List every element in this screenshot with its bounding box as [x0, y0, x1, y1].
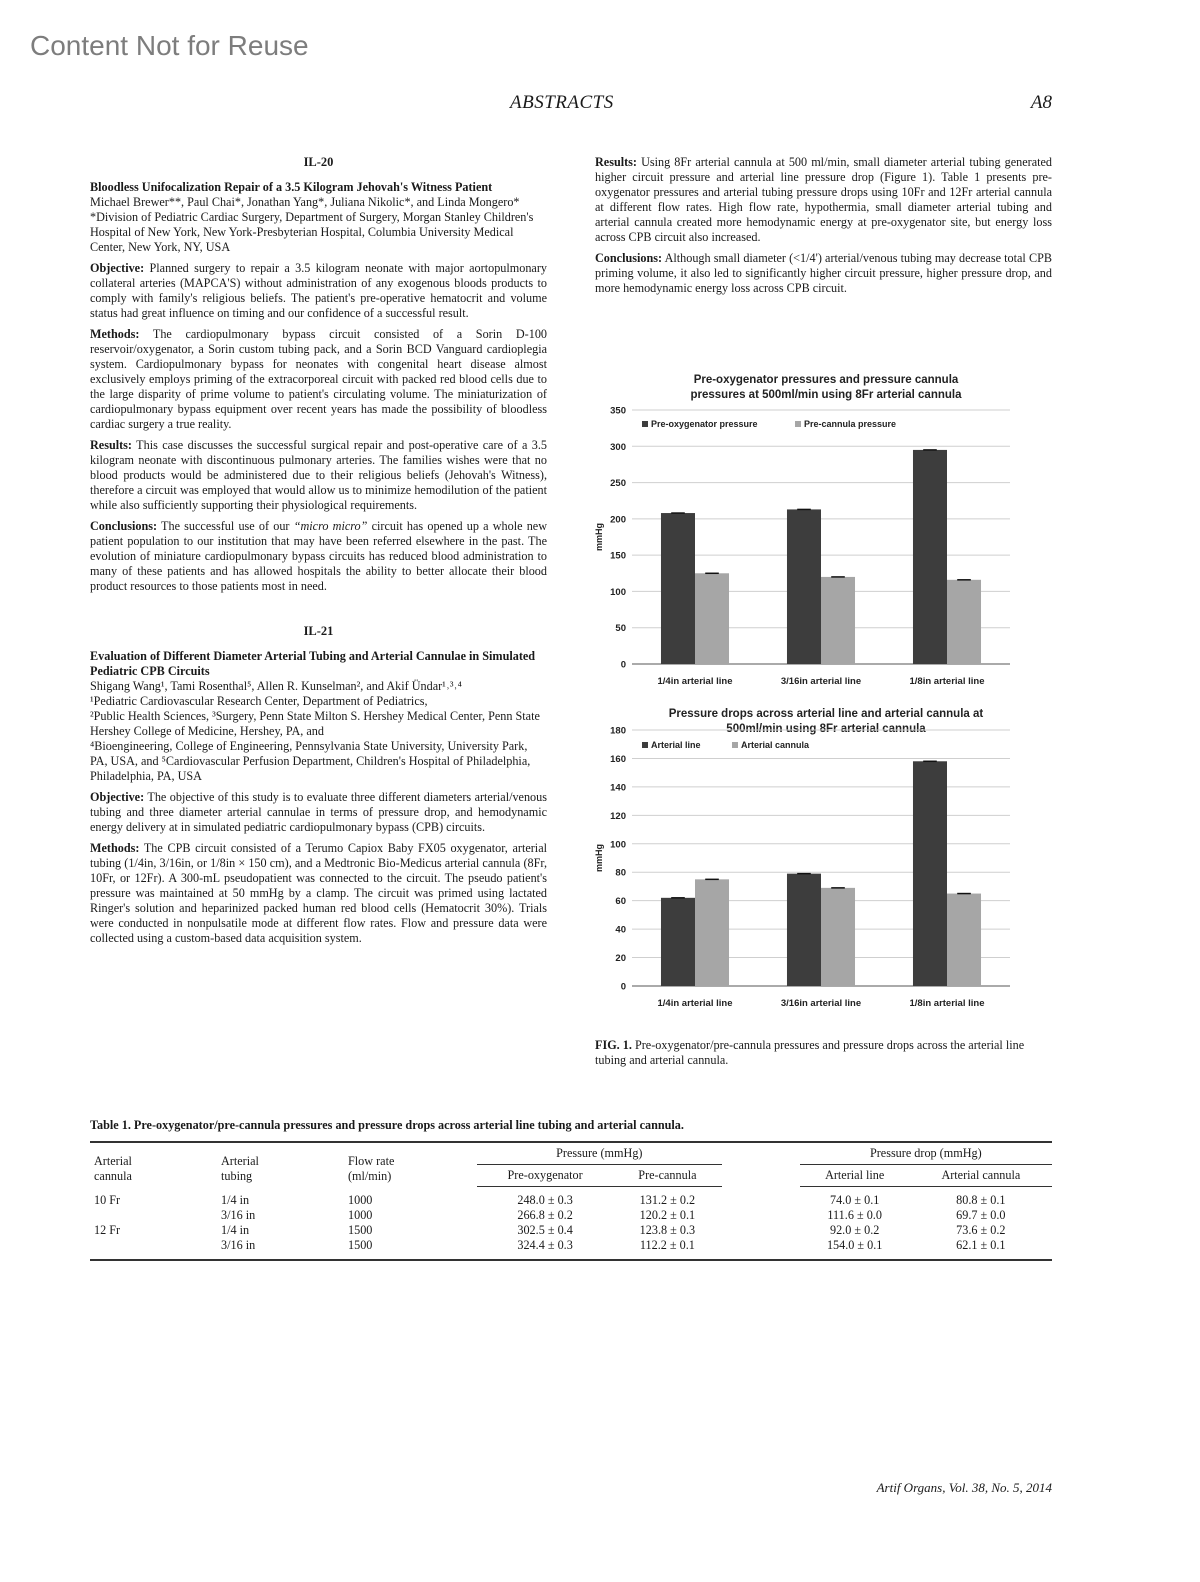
cell-spacer — [722, 1208, 800, 1223]
page-number: A8 — [1030, 92, 1052, 113]
cell-artline: 92.0 ± 0.2 — [829, 1223, 880, 1237]
cell-artcann: 80.8 ± 0.1 — [956, 1193, 1006, 1207]
y-tick-label: 250 — [610, 478, 626, 490]
affiliation: ²Public Health Sciences, ³Surgery, Penn State Milton S. Hershey Medical Center, Penn State Hershey College of Medicine, Hershey, PA, and — [90, 709, 540, 738]
x-tick-label: 1/8in arterial line — [909, 998, 985, 1009]
objective-paragraph — [90, 790, 547, 835]
x-tick-label: 3/16in arterial line — [780, 676, 862, 687]
cell-precann: 131.2 ± 0.2 — [639, 1193, 696, 1207]
cell-tubing: 1/4 in — [221, 1192, 250, 1207]
x-tick-label: 1/8in arterial line — [909, 676, 985, 687]
right-column — [595, 155, 1052, 296]
cell-artcann: 62.1 ± 0.1 — [956, 1238, 1006, 1252]
cell-preoxy: 324.4 ± 0.3 — [517, 1238, 573, 1252]
cell-precann: 120.2 ± 0.1 — [639, 1208, 696, 1222]
results-text: Using 8Fr arterial cannula at 500 ml/min, small diameter arterial tubing generated higher circuit pressure and arterial line pressure drop (Figure 1). Table 1 presents pre-oxygenator pressures and arterial tubing pressure drops using 10Fr and 12Fr arterial cannula at different flow rates. High flow rate, hypothermia, small diameter arterial tubing and arterial cannula created more hemodynamic energy at pre-oxygenator site, but energy loss across CPB circuit also increased. — [595, 155, 1053, 244]
cell-artcann: 69.7 ± 0.0 — [956, 1208, 1006, 1222]
column-header-arterial-cannula: Arterial cannula — [910, 1165, 1052, 1187]
left-column — [90, 155, 547, 946]
y-axis-label: mmHg — [594, 843, 604, 873]
legend-label: Arterial line — [651, 740, 701, 750]
cell-cannula: 12 Fr — [94, 1223, 121, 1237]
cell-tubing: 3/16 in — [221, 1238, 256, 1252]
methods-text: The CPB circuit consisted of a Terumo Capiox Baby FX05 oxygenator, arterial tubing (1/4in, 3/16in, or 1/8in × 150 cm), and a Medtronic Bio-Medicus arterial cannula (8Fr, 10Fr, or 12Fr). A 300-mL pseudopatient was connected to the circuit. The pseudo patient's pressure was maintained at 50 mmHg by a clamp. The circuit was primed using lactated Ringer's solution and heparinized packed human red blood cells (Hematocrit 30%). Trials were conducted in nonpulsatile mode at different flow rates. Flow and pressure data were collected using a custom-based data acquisition system. — [90, 841, 547, 945]
objective-label: Objective: — [90, 790, 145, 804]
y-tick-label: 300 — [610, 441, 626, 453]
y-tick-label: 0 — [620, 981, 626, 993]
cell-artline: 154.0 ± 0.1 — [826, 1238, 883, 1252]
cell-artline: 74.0 ± 0.1 — [829, 1193, 880, 1207]
bar-pre-cannula-pressure — [821, 577, 855, 664]
y-tick-label: 40 — [615, 924, 626, 936]
column-header-tubing: Arterial tubing — [221, 1153, 259, 1183]
y-tick-label: 20 — [615, 953, 626, 965]
author-list: Shigang Wang¹, Tami Rosenthal⁵, Allen R. Kunselman², and Akif Ündar¹˒³˒⁴ — [90, 679, 462, 693]
cell-artcann: 73.6 ± 0.2 — [956, 1223, 1006, 1237]
results-label: Results: — [90, 438, 132, 452]
results-text: This case discusses the successful surgical repair and post-operative care of a 3.5 kilogram neonate with discontinuous pulmonary arteries. The families wishes were that no blood products would be administered due to their religious beliefs (Jehovah's Witness), therefore a circuit was employed that would allow us to minimize hemodilution of the patient while also sufficiently supporting their physiological requirements. — [90, 438, 547, 512]
bar-pre-oxygenator-pressure — [661, 513, 695, 664]
cell-preoxy: 302.5 ± 0.4 — [517, 1223, 573, 1237]
chart-pre-oxygenator-pressures — [590, 368, 1020, 698]
conclusions-paragraph — [595, 251, 1052, 296]
y-tick-label: 150 — [610, 550, 626, 562]
y-tick-label: 180 — [610, 725, 626, 737]
figure-1 — [590, 368, 1020, 1022]
cell-flow: 1500 — [348, 1223, 373, 1237]
y-tick-label: 350 — [610, 405, 626, 417]
bar-arterial-cannula — [695, 879, 729, 986]
chart-title: pressures at 500ml/min using 8Fr arterial cannula — [690, 389, 962, 401]
author-list: Michael Brewer**, Paul Chai*, Jonathan Yang*, Juliana Nikolic*, and Linda Mongero* — [90, 195, 520, 209]
journal-header: ABSTRACTS — [510, 92, 614, 113]
column-header-pre-cannula: Pre-cannula — [613, 1165, 721, 1187]
affiliation: *Division of Pediatric Cardiac Surgery, Department of Surgery, Morgan Stanley Children's Hospital of New York, New York-Presbyterian Hospital, Columbia University Medical Center, New York, NY, USA — [90, 210, 534, 254]
legend-label: Arterial cannula — [741, 740, 810, 750]
bar-arterial-cannula — [821, 888, 855, 986]
x-tick-label: 1/4in arterial line — [657, 676, 733, 687]
table-row — [90, 1187, 1052, 1209]
conclusions-text-start: The successful use of our — [161, 519, 294, 533]
table-title: Table 1. Pre-oxygenator/pre-cannula pressures and pressure drops across arterial line tubing and arterial cannula. — [90, 1118, 684, 1132]
bar-pre-cannula-pressure — [695, 573, 729, 664]
column-header-flow: Flow rate (ml/min) — [348, 1153, 395, 1183]
objective-paragraph — [90, 261, 547, 321]
conclusions-emphasis: “micro micro” — [293, 519, 368, 533]
cell-preoxy: 266.8 ± 0.2 — [517, 1208, 573, 1222]
figure-label: FIG. 1. — [595, 1038, 632, 1052]
legend-swatch — [795, 421, 801, 427]
cell-tubing: 3/16 in — [221, 1208, 256, 1222]
y-tick-label: 160 — [610, 753, 626, 765]
bar-pre-oxygenator-pressure — [913, 450, 947, 664]
y-tick-label: 100 — [610, 586, 626, 598]
cell-precann: 112.2 ± 0.1 — [639, 1238, 695, 1252]
legend-swatch — [642, 742, 648, 748]
chart-title: Pressure drops across arterial line and arterial cannula at — [668, 708, 984, 720]
methods-paragraph — [90, 327, 547, 432]
y-axis-label: mmHg — [594, 522, 604, 552]
methods-text: The cardiopulmonary bypass circuit consisted of a Sorin D-100 reservoir/oxygenator, a Sorin custom tubing pack, and a Sorin BCD Vanguard cardioplegia system. Cardiopulmonary bypass for neonates with congenital heart disease almost exclusively employs priming of the extracorporeal circuit with packed red blood cells due to the large disparity of prime volume to patient's circulating volume. The miniaturization of cardiopulmonary bypass equipment over recent years has made the possibility of bloodless cardiac surgery a true reality. — [90, 327, 548, 431]
results-paragraph — [90, 438, 547, 513]
y-tick-label: 50 — [615, 623, 626, 635]
affiliation: ¹Pediatric Cardiovascular Research Center, Department of Pediatrics, — [90, 694, 428, 708]
legend-swatch — [732, 742, 738, 748]
legend-label: Pre-cannula pressure — [804, 419, 897, 429]
x-tick-label: 3/16in arterial line — [780, 998, 862, 1009]
data-table — [90, 1141, 1052, 1261]
cell-spacer — [722, 1223, 800, 1238]
table-1 — [90, 1118, 1052, 1261]
table-row — [90, 1208, 1052, 1223]
conclusions-label: Conclusions: — [90, 519, 158, 533]
y-tick-label: 60 — [615, 896, 626, 908]
figure-caption-text: Pre-oxygenator/pre-cannula pressures and pressure drops across the arterial line tubing and arterial cannula. — [595, 1038, 1025, 1067]
cell-flow: 1500 — [348, 1238, 373, 1252]
cell-spacer — [722, 1187, 800, 1209]
abstract-id: IL-21 — [303, 624, 334, 638]
methods-paragraph — [90, 841, 547, 946]
chart-title: Pre-oxygenator pressures and pressure cannula — [693, 374, 959, 386]
cell-spacer — [722, 1238, 800, 1260]
objective-label: Objective: — [90, 261, 145, 275]
column-group-pressure: Pressure (mmHg) — [477, 1142, 722, 1165]
y-tick-label: 0 — [620, 659, 626, 671]
bar-arterial-line — [913, 761, 947, 986]
cell-cannula — [90, 1238, 217, 1260]
y-tick-label: 80 — [615, 867, 626, 879]
cell-artline: 111.6 ± 0.0 — [827, 1208, 882, 1222]
x-tick-label: 1/4in arterial line — [657, 998, 733, 1009]
conclusions-label: Conclusions: — [595, 251, 663, 265]
cell-cannula — [90, 1208, 217, 1223]
figure-caption — [595, 1038, 1052, 1068]
bar-pre-cannula-pressure — [947, 580, 981, 664]
bar-arterial-cannula — [947, 894, 981, 986]
abstract-title: Evaluation of Different Diameter Arterial Tubing and Arterial Cannulae in Simulated Pediatric CPB Circuits — [90, 649, 536, 678]
results-paragraph — [595, 155, 1052, 245]
results-label: Results: — [595, 155, 637, 169]
conclusions-paragraph — [90, 519, 547, 594]
watermark: Content Not for Reuse — [30, 30, 309, 61]
objective-text: Planned surgery to repair a 3.5 kilogram neonate with major aortopulmonary collateral arteries (MAPCA'S) without administration of any exogenous bloods products to comply with family's religious beliefs. The patient's pre-operative hematocrit and volume status had great influence on timing and our confidence of a successful result. — [90, 261, 547, 320]
table-row — [90, 1238, 1052, 1260]
bar-pre-oxygenator-pressure — [787, 509, 821, 664]
bar-arterial-line — [787, 874, 821, 986]
legend-swatch — [642, 421, 648, 427]
objective-text: The objective of this study is to evaluate three different diameters arterial/venous tubing and three diameter arterial cannulae in terms of pressure drop, and hemodynamic energy delivery at in simulated pediatric cardiopulmonary bypass (CPB) circuits. — [90, 790, 547, 834]
cell-flow: 1000 — [348, 1192, 373, 1207]
cell-precann: 123.8 ± 0.3 — [639, 1223, 696, 1237]
cell-preoxy: 248.0 ± 0.3 — [517, 1193, 573, 1207]
legend-label: Pre-oxygenator pressure — [651, 419, 758, 429]
column-header-arterial-line: Arterial line — [800, 1165, 910, 1187]
methods-label: Methods: — [90, 841, 140, 855]
abstract-id: IL-20 — [303, 155, 334, 169]
conclusions-text-end: circuit has opened up a whole new patient population to our institution that may have been referred elsewhere in the past. The evolution of miniature cardiopulmonary bypass circuits has reduced blood administration to many of these patients and has allowed hospitals the ability to better allocate their blood product resources to those patients most in need. — [90, 519, 547, 593]
abstract-title: Bloodless Unifocalization Repair of a 3.5 Kilogram Jehovah's Witness Patient — [90, 180, 493, 194]
chart-pressure-drops — [590, 702, 1020, 1022]
bar-arterial-line — [661, 898, 695, 986]
y-tick-label: 100 — [610, 839, 626, 851]
column-group-pressure-drop: Pressure drop (mmHg) — [800, 1142, 1052, 1165]
y-tick-label: 140 — [610, 782, 626, 794]
table-row — [90, 1223, 1052, 1238]
conclusions-text: Although small diameter (<1/4') arterial/venous tubing may decrease total CPB priming volume, it also led to significantly higher circuit pressure, higher pressure drop, and more hemodynamic energy loss across CPB circuit. — [595, 251, 1053, 295]
column-header-pre-oxygenator: Pre-oxygenator — [477, 1165, 613, 1187]
citation-footer: Artif Organs, Vol. 38, No. 5, 2014 — [876, 1480, 1052, 1495]
cell-tubing: 1/4 in — [221, 1223, 250, 1237]
affiliation: ⁴Bioengineering, College of Engineering, Pennsylvania State University, University Park, PA, USA, and ⁵Cardiovascular Perfusion Department, Children's Hospital of Philadelphia, Philadelphia, PA, USA — [90, 739, 531, 783]
methods-label: Methods: — [90, 327, 140, 341]
cell-cannula: 10 Fr — [94, 1192, 121, 1207]
column-header-cannula: Arterial cannula — [94, 1153, 132, 1183]
y-tick-label: 120 — [610, 810, 626, 822]
chart-title: 500ml/min using 8Fr arterial cannula — [726, 723, 926, 735]
cell-flow: 1000 — [348, 1208, 373, 1222]
y-tick-label: 200 — [610, 514, 626, 526]
